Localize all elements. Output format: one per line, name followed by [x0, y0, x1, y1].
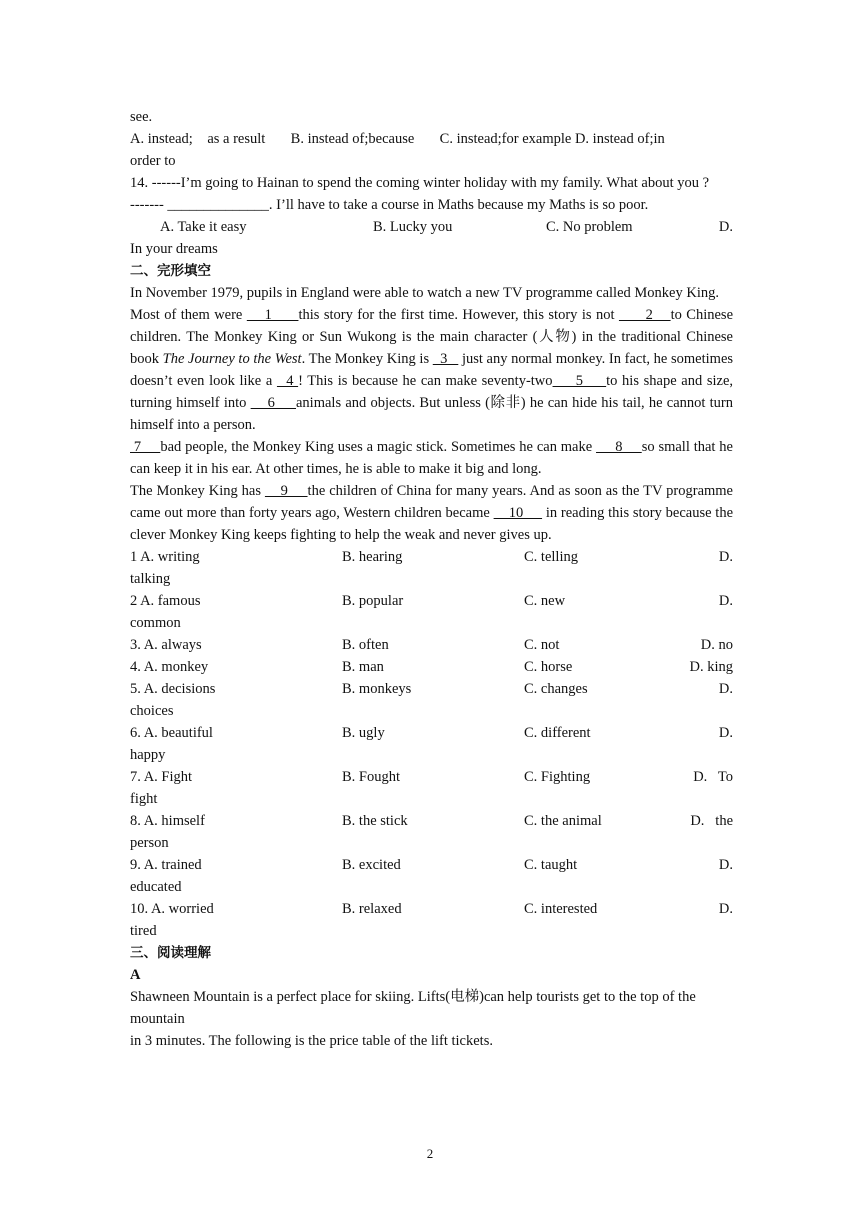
document-page: [130, 106, 733, 1052]
option-a: 3. A. always: [130, 637, 202, 653]
option-d-cont: tired: [130, 923, 157, 939]
option-d-cont: fight: [130, 791, 158, 807]
passage-paragraph-1: In November 1979, pupils in England were able to watch a new TV programme called Monkey King.: [130, 285, 719, 301]
option-d-cont: common: [130, 615, 181, 631]
option-d: D.: [718, 593, 733, 609]
option-c: C. telling: [524, 549, 578, 565]
option-b: B. ugly: [342, 725, 385, 741]
option-row: [130, 678, 733, 700]
option-a: A. Take it easy: [160, 219, 247, 235]
option-d: D.: [718, 901, 733, 917]
option-a: 9. A. trained: [130, 857, 202, 873]
option-b: B. relaxed: [342, 901, 402, 917]
option-d-cont: talking: [130, 571, 171, 587]
option-d: D.: [718, 219, 733, 235]
option-b: B. hearing: [342, 549, 403, 565]
passage-paragraph-4: The Monkey King has 9 the children of China for many years. And as soon as the TV programme came out more than forty years ago, Western children became 10 in reading this story because the clever Monkey King keeps fighting to help the weak and never gives up.: [130, 483, 734, 543]
cloze-options: [130, 546, 733, 942]
option-b: B. man: [342, 659, 384, 675]
option-d-cont: happy: [130, 747, 166, 763]
option-a: 4. A. monkey: [130, 659, 209, 675]
option-c: C. horse: [524, 659, 573, 675]
option-c: C. new: [524, 593, 566, 609]
blank-6: 6: [250, 395, 296, 411]
option-row: [130, 766, 733, 788]
option-c: C. the animal: [524, 813, 602, 829]
blank-4: 4: [276, 373, 299, 389]
question-14-response: ------- ______________. I’ll have to take a course in Maths because my Maths is so poor.: [130, 197, 649, 213]
option-b: B. often: [342, 637, 389, 653]
question-14-options: [130, 216, 733, 238]
option-row: [130, 634, 733, 656]
option-row: [130, 898, 733, 920]
option-c: C. taught: [524, 857, 578, 873]
option-b: B. excited: [342, 857, 401, 873]
option-c: C. Fighting: [524, 769, 591, 785]
blank-5: 5: [552, 373, 607, 389]
option-row: [130, 656, 733, 678]
option-a: 10. A. worried: [130, 901, 214, 917]
options-line-cont: order to: [130, 153, 176, 169]
option-c: C. different: [524, 725, 591, 741]
reading-text-1: Shawneen Mountain is a perfect place for skiing. Lifts(电梯)can help tourists get to the top of the mountain: [130, 989, 696, 1027]
passage-paragraph-2: Most of them were 1 this story for the first time. However, this story is not 2 to Chinese children. The Monkey King or Sun Wukong is the main character (人物) in the traditional Chinese book The Journey to the West. The Monkey King is 3 just any normal monkey. In fact, he sometimes doesn’t even look like a 4 ! This is because he can make seventy-two 5 to his shape and size, turning himself into 6 animals and objects. But unless (除非) he can hide his tail, he cannot turn himself into a person.: [130, 307, 734, 433]
options-line: A. instead; as a result B. instead of;because C. instead;for example D. instead of;in: [130, 131, 665, 147]
reading-label: A: [130, 967, 141, 983]
blank-3: 3: [432, 351, 459, 367]
question-14: 14. ------I’m going to Hainan to spend the coming winter holiday with my family. What about you ?: [130, 175, 710, 191]
option-a: 7. A. Fight: [130, 769, 193, 785]
text-line: see.: [130, 109, 153, 125]
blank-1: 1: [246, 307, 299, 323]
option-b: B. monkeys: [342, 681, 412, 697]
option-d: D.: [718, 725, 733, 741]
option-row: [130, 590, 733, 612]
option-c: C. interested: [524, 901, 598, 917]
option-a: 2 A. famous: [130, 593, 201, 609]
reading-text-2: in 3 minutes. The following is the price table of the lift tickets.: [130, 1033, 493, 1049]
option-d-cont: educated: [130, 879, 182, 895]
option-d-cont: choices: [130, 703, 174, 719]
blank-2: 2: [618, 307, 671, 323]
option-a: 5. A. decisions: [130, 681, 216, 697]
option-d: D. no: [700, 637, 733, 653]
blank-10: 10: [493, 505, 543, 521]
option-row: [130, 546, 733, 568]
option-b: B. popular: [342, 593, 404, 609]
option-b: B. Fought: [342, 769, 401, 785]
option-d: D.: [718, 549, 733, 565]
option-d: D.: [718, 857, 733, 873]
option-d-cont: person: [130, 835, 169, 851]
blank-7: 7: [130, 439, 161, 455]
option-b: B. Lucky you: [373, 219, 453, 235]
option-c: C. changes: [524, 681, 588, 697]
option-row: [130, 810, 733, 832]
option-d: D. To: [693, 769, 733, 785]
section-title-reading: 三、阅读理解: [130, 945, 211, 961]
blank-8: 8: [596, 439, 642, 455]
section-title-cloze: 二、完形填空: [130, 263, 211, 279]
book-title: The Journey to the West: [162, 351, 302, 367]
option-d: D.: [718, 681, 733, 697]
option-d: D. king: [689, 659, 733, 675]
option-c: C. not: [524, 637, 560, 653]
blank-9: 9: [264, 483, 308, 499]
option-a: 1 A. writing: [130, 549, 200, 565]
option-b: B. the stick: [342, 813, 408, 829]
option-c: C. No problem: [546, 219, 633, 235]
option-d: D. the: [690, 813, 733, 829]
option-a: 6. A. beautiful: [130, 725, 213, 741]
option-d-cont: In your dreams: [130, 241, 218, 257]
page-number: 2: [426, 1146, 434, 1161]
option-a: 8. A. himself: [130, 813, 205, 829]
option-row: [130, 722, 733, 744]
option-row: [130, 854, 733, 876]
passage-paragraph-3: 7 bad people, the Monkey King uses a magic stick. Sometimes he can make 8 so small that he can keep it in his ear. At other times, he is able to make it big and long.: [130, 439, 733, 477]
